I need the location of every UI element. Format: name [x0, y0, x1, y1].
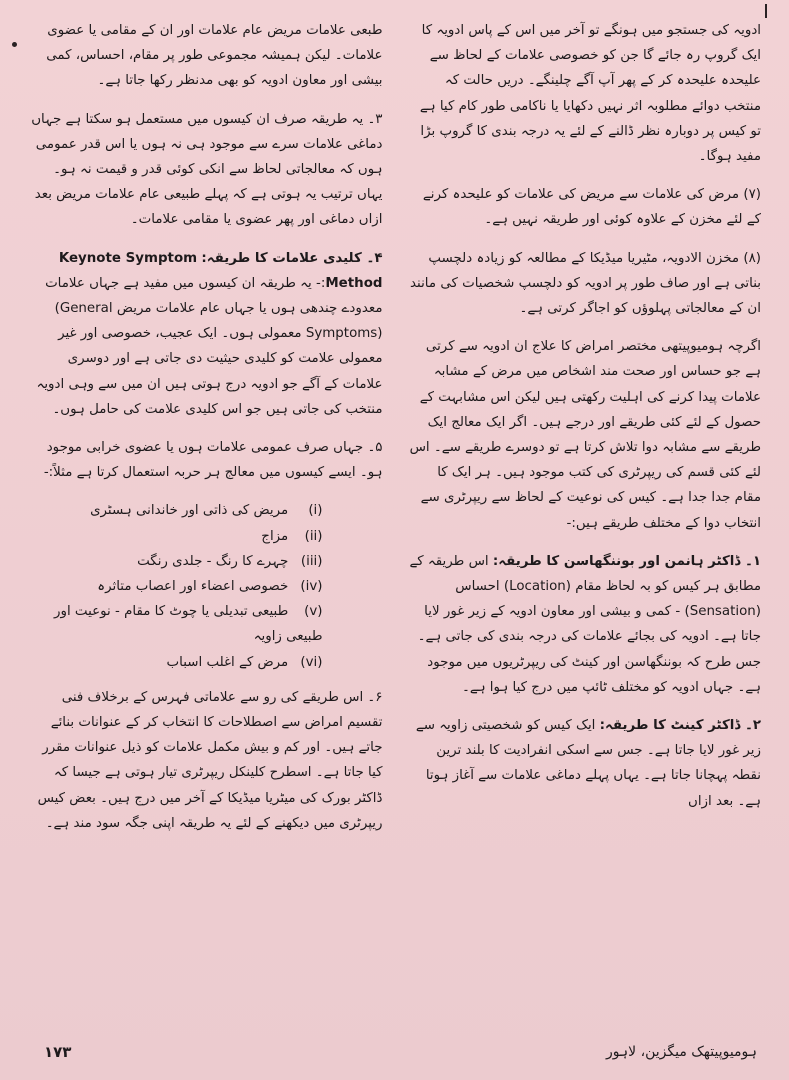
paragraph: ۵۔ جہاں صرف عمومی علامات ہوں یا عضوی خرابی موجود ہو۔ ایسے کیسوں میں معالج ہر حربہ استعمال کرتا ہے مثلاً:-	[43, 440, 383, 481]
paragraph: ۳۔ یہ طریقہ صرف ان کیسوں میں مستعمل ہو سکتا ہے جہاں دماغی علامات سرے سے موجود ہی نہ ہوں یا اس قدر عمومی ہوں کہ معالجاتی لحاظ سے انکی کوئی قدر و قیمت نہ ہو۔ یہاں ترتیب یہ ہوتی ہے کہ پہلے طبیعی عام علامات مریض بعد ازاں دماغی اور پھر عضوی یا مقامی علامات۔	[31, 111, 383, 228]
section-keynote	[30, 246, 383, 422]
margin-tick	[765, 4, 767, 18]
section-hahnemann-boenninghausen	[409, 549, 762, 700]
magazine-title: ہومیوپیتھک میگزین، لاہور	[605, 1044, 757, 1060]
list-text: چہرے کا رنگ - جلدی رنگت	[137, 553, 289, 569]
page-footer	[0, 1024, 789, 1080]
section-heading: ۲۔ ڈاکٹر کینٹ کا طریقہ:	[599, 718, 761, 734]
symptom-list	[30, 498, 383, 674]
section-kent	[409, 713, 762, 814]
list-number: (ii)	[304, 528, 323, 544]
list-text: خصوصی اعضاء اور اعصاب متاثرہ	[97, 579, 289, 595]
list-text: مرض کے اغلب اسباب	[166, 654, 289, 670]
paragraph: طبعی علامات مریض عام علامات اور ان کے مقامی یا عضوی علامات۔ لیکن ہمیشہ مجموعی طور پر مقام، احساس، کمی بیشی اور معاون ادویہ کو بھی مدنظر رکھا جاتا ہے۔	[46, 23, 383, 89]
list-item	[30, 599, 323, 649]
list-text: مریض کی ذاتی اور خاندانی ہسٹری	[90, 503, 289, 519]
section-text: اس طریقہ کے مطابق ہر کیس کو بہ لحاظ مقام (Location) احساس (Sensation) - کمی و بیشی اور معاون ادویہ کے زیر غور لایا جاتا ہے۔ ادویہ کی بجائے علامات کی درجہ بندی کی جاتی ہے۔ جس طرح کہ بوننگھاسن اور کینٹ کی ریپرٹریوں میں موجود ہے۔ جہاں ادویہ کو مختلف ٹائپ میں درج کیا ہوا ہے۔	[409, 553, 761, 695]
list-number: (iv)	[300, 579, 323, 595]
paragraph: ۶۔ اس طریقے کی رو سے علاماتی فہرس کے برخلاف فنی تقسیم امراض سے اصطلاحات کا انتخاب کر کے عنوانات بنائے جاتے ہیں۔ اور کم و بیش مکمل علامات کو ذیل عنوانات مقرر کیا جاتا ہے۔ اسطرح کلینکل ریپرٹری تیار ہوتی ہے جیسا کہ ڈاکٹر بورک کی میٹریا میڈیکا کے آخر میں درج ہیں۔ بعض کیس ریپرٹری میں دیکھنے کے لئے یہ طریقہ اپنی جگہ سود مند ہے۔	[37, 689, 383, 831]
list-item	[30, 650, 323, 675]
section-text: ایک کیس کو شخصیتی زاویہ سے زیر غور لایا جاتا ہے۔ جس سے اسکی انفرادیت کا بلند ترین نقطہ پہچانا جاتا ہے۔ یہاں پہلے دماغی علامات سے آغاز ہوتا ہے۔ بعد ازاں	[415, 718, 761, 809]
list-item	[30, 498, 323, 523]
list-text: مزاج	[261, 528, 289, 544]
list-text: طبیعی تبدیلی یا چوٹ کا مقام - نوعیت اور طبیعی زاویہ	[54, 604, 323, 645]
paragraph: اگرچہ ہومیوپیتھی مختصر امراض کا علاج ان ادویہ سے کرتی ہے جو حساس اور صحت مند اشخاص میں مرض کے مشابہ علامات پیدا کرنے کی اہلیت رکھتی ہیں لیکن اس مشابہت کے حصول کے لئے کئی طریقے اور درجے ہیں۔ اگر ایک معالج ایک طریقے سے مشابہ دوا تلاش کرتا ہے تو دوسرے طریقے سے۔ اس لئے کئی قسم کی ریپرٹری کی کتب موجود ہیں۔ ہر ایک کا مقام جدا جدا ہے۔ کیس کی نوعیت کے لحاظ سے ریپرٹری سے انتخاب دوا کے مختلف طریقے ہیں:-	[409, 339, 761, 531]
right-column	[409, 18, 762, 1038]
list-item	[30, 524, 323, 549]
list-number: (vi)	[300, 654, 323, 670]
list-number: (i)	[308, 503, 323, 519]
paragraph: (۷) مرض کی علامات سے مریض کی علامات کو علیحدہ کرنے کے لئے مخزن کے علاوہ کوئی اور طریقہ نہیں ہے۔	[422, 187, 761, 228]
list-number: (v)	[304, 604, 323, 620]
list-number: (iii)	[300, 553, 323, 569]
section-heading: ۱۔ ڈاکٹر ہانمن اور بوننگھاسن کا طریقہ:	[492, 553, 761, 569]
list-item	[30, 574, 323, 599]
section-text: :- یہ طریقہ ان کیسوں میں مفید ہے جہاں علامات معدودے چندھی ہوں یا جہاں عام علامات مریض	[45, 275, 383, 317]
list-item	[30, 549, 323, 574]
page-number: ۱۷۳	[44, 1043, 72, 1061]
section-heading: ۴۔ کلیدی علامات کا طریقہ:	[201, 250, 383, 266]
english-term: Keynote Symptom Method	[58, 250, 383, 291]
english-term: (General Symptoms)	[54, 301, 383, 342]
paragraph: ادویہ کی جستجو میں ہونگے تو آخر میں اس کے پاس ادویہ کا ایک گروپ رہ جائے گا جن کو خصوصی علامات کے لحاظ سے علیحدہ علیحدہ کر کے پھر آپ آگے چلینگے۔ دریں حالت کہ منتخب دوائے مطلوبہ اثر نہیں دکھایا یا ناکامی طور کام کیا ہے تو کیس پر دوبارہ نظر ڈالنے کے لئے یہ درجہ بندی کا گروپ بڑا مفید ہوگا۔	[419, 23, 761, 165]
paragraph: (۸) مخزن الادویہ، مٹیریا میڈیکا کے مطالعہ کو زیادہ دلچسپ بناتی ہے اور صاف طور پر ادویہ کو دلچسپ شخصیات کی مانند ان کے معالجاتی پہلوؤں کو اجاگر کرتی ہے۔	[410, 250, 761, 317]
margin-dot	[12, 42, 17, 47]
text-columns	[30, 18, 761, 1038]
left-column	[30, 18, 383, 1038]
section-text: معمولی ہوں۔ ایک عجیب، خصوصی اور غیر معمولی علامت کو کلیدی حیثیت دی جاتی ہے اور دوسری علامات کے آگے جو ادویہ درج ہوتی ہیں ان میں سے وہی ادویہ منتخب کی جاتی ہیں جو اس کلیدی علامت کی حامل ہوں۔	[36, 326, 383, 417]
